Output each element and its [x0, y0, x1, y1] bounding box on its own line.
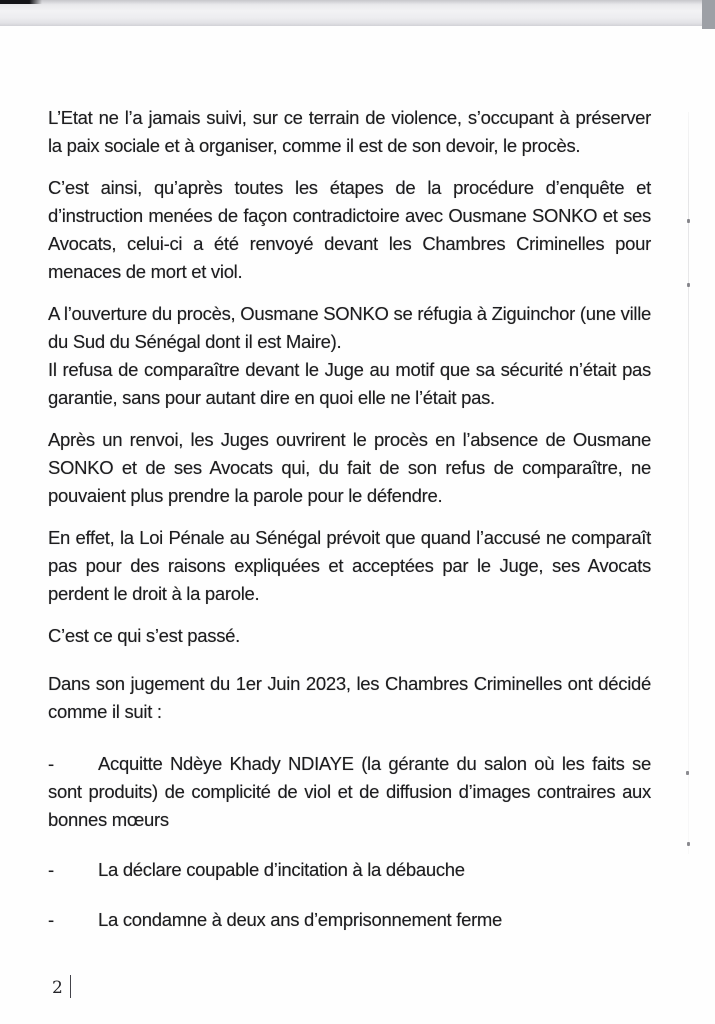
list-item	[48, 906, 651, 934]
page-number-bar	[70, 975, 72, 998]
body-text	[48, 104, 651, 956]
paragraph: A l’ouverture du procès, Ousmane SONKO se réfugia à Ziguinchor (une ville du Sud du Sénégal dont il est Maire).	[48, 303, 651, 352]
page-number: 2	[52, 978, 63, 998]
scan-artifact-top-left	[0, 0, 42, 4]
paragraph: Après un renvoi, les Juges ouvrirent le procès en l’absence de Ousmane SONKO et de ses Avocats qui, du fait de son refus de comparaître, ne pouvaient plus prendre la parole pour le défendre.	[48, 429, 651, 506]
scan-speck	[687, 219, 690, 223]
scan-artifact-top-right	[702, 0, 715, 29]
paragraph: En effet, la Loi Pénale au Sénégal prévoit que quand l’accusé ne comparaît pas pour des raisons expliquées et acceptées par le Juge, ses Avocats perdent le droit à la parole.	[48, 527, 651, 604]
scan-speck	[686, 771, 689, 775]
list-item-text: La déclare coupable d’incitation à la débauche	[98, 859, 465, 880]
scan-speck	[687, 283, 690, 287]
paragraph: L’Etat ne l’a jamais suivi, sur ce terrain de violence, s’occupant à préserver la paix sociale et à organiser, comme il est de son devoir, le procès.	[48, 107, 651, 156]
scan-edge-line	[688, 112, 689, 854]
list-item-text: Acquitte Ndèye Khady NDIAYE (la gérante du salon où les faits se sont produits) de complicité de viol et de diffusion d’images contraires aux bonnes mœurs	[48, 753, 651, 830]
paragraph-group	[48, 300, 651, 412]
bullet-dash: -	[48, 859, 54, 880]
scan-top-band	[0, 0, 715, 26]
scan-speck	[687, 842, 690, 846]
bullet-dash: -	[48, 753, 54, 774]
paragraph: Il refusa de comparaître devant le Juge au motif que sa sécurité n’était pas garantie, sans pour autant dire en quoi elle ne l’était pas.	[48, 359, 651, 408]
list-item-text: La condamne à deux ans d’emprisonnement ferme	[98, 909, 503, 930]
list-item	[48, 750, 651, 834]
page-footer	[52, 976, 71, 1000]
paragraph: Dans son jugement du 1er Juin 2023, les Chambres Criminelles ont décidé comme il suit :	[48, 673, 651, 722]
list-item	[48, 856, 651, 884]
paragraph: C’est ce qui s’est passé.	[48, 625, 240, 646]
paragraph: C’est ainsi, qu’après toutes les étapes de la procédure d’enquête et d’instruction menées de façon contradictoire avec Ousmane SONKO et ses Avocats, celui-ci a été renvoyé devant les Chambres Criminelles pour menaces de mort et viol.	[48, 177, 651, 282]
bullet-dash: -	[48, 909, 54, 930]
